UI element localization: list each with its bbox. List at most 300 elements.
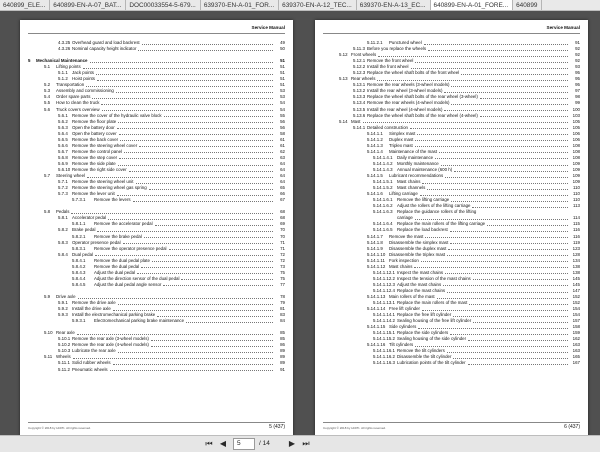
toc-entry-title: Remove the rear axle (3-wheel models) — [72, 336, 149, 342]
toc-dot-leader — [445, 270, 568, 275]
toc-entry-title: Install the rear wheel (3-wheel models) — [367, 88, 443, 94]
toc-entry-number: 5.9.3 — [58, 312, 68, 318]
toc-entry-title: Mast channels — [397, 185, 426, 191]
toc-entry-number: 5.6.10 — [58, 166, 71, 172]
toc-entry-number: 5.14.1.5 — [367, 173, 383, 179]
toc-entry-title: Remove the brake pedal — [94, 233, 142, 239]
toc-entry-number: 5.11.2 — [58, 366, 70, 372]
toc-entry-number: 5.14.1.13 — [367, 293, 386, 299]
toc-entry-title: Mast chains — [397, 179, 421, 185]
toc-entry-number: 5.14.1.1 — [367, 130, 383, 136]
toc-entry-title: Mast chains — [389, 263, 413, 269]
toc-entry-number: 5.14.1.4 — [367, 148, 383, 154]
document-tab[interactable]: 639370-EN-A-13_EC... — [357, 0, 431, 11]
document-page-right — [315, 20, 588, 435]
toc-dot-leader — [448, 246, 568, 251]
toc-dot-leader — [136, 179, 273, 184]
toc-dot-leader — [141, 264, 273, 269]
toc-entry-title: Remove the right side cover — [72, 166, 127, 172]
toc-entry-number: 5.1.2 — [58, 76, 68, 82]
toc-entry-number: 5.9 — [44, 293, 51, 299]
toc-dot-leader — [473, 276, 568, 281]
toc-entry-title: Replace the guidance rollers of the lifting — [397, 209, 477, 215]
toc-entry-number: 5.14.1.14.1 — [373, 312, 395, 318]
toc-entry-number: 5.6.4 — [58, 130, 68, 136]
document-tab[interactable]: 640899 — [513, 0, 542, 11]
toc-entry-page: 53 — [280, 88, 285, 94]
toc-entry-title: Adjust the dual pedal — [94, 269, 136, 275]
toc-entry[interactable] — [323, 360, 580, 366]
toc-entry-number: 5.14.1.6.1 — [373, 197, 393, 203]
footer-page-number: 6 (437) — [564, 424, 580, 430]
toc-entry-page: 69 — [280, 221, 285, 227]
toc-entry-page: 162 — [572, 336, 580, 342]
toc-entry-page: 49 — [280, 40, 285, 45]
toc-dot-leader — [378, 52, 568, 57]
toc-entry-number: 5.1 — [44, 64, 51, 70]
toc-dot-leader — [155, 221, 273, 226]
toc-entry-number: 5.14.1.4.3 — [373, 166, 393, 172]
toc-entry-number: 5.14.1.5.2 — [373, 185, 393, 191]
toc-dot-leader — [435, 155, 568, 160]
toc-dot-leader — [149, 185, 273, 190]
toc-entry-page: 106 — [572, 130, 580, 136]
toc-entry-title: Remove the lifting carriage — [397, 197, 450, 203]
toc-entry-number: 5.14.1.7 — [367, 233, 383, 239]
toc-entry-title: Replace the wheel shaft bolts of the front wheel — [367, 70, 460, 76]
toc-entry-title: Remove the front wheel — [367, 58, 414, 64]
toc-entry-title: Overhead guard and load backrest — [72, 40, 140, 45]
toc-entry-number: 5.11.2.1 — [367, 40, 383, 45]
toc-entry-page: 109 — [572, 173, 580, 179]
toc-dot-leader — [447, 348, 568, 353]
toc-entry-number: 5.14.1.4.1 — [373, 154, 393, 160]
next-page-icon[interactable]: ▶ — [288, 439, 296, 448]
toc-entry-title: Maintenance of the mast — [389, 148, 438, 154]
toc-entry-page: 84 — [280, 318, 285, 324]
toc-dot-leader — [116, 88, 273, 93]
document-tab[interactable]: 640899-EN-A-01_FORE... — [431, 0, 514, 11]
document-tab-bar — [0, 0, 600, 11]
document-tab[interactable]: 640899-EN-A-07_BAT... — [50, 0, 126, 11]
toc-entry-page: 79 — [280, 300, 285, 306]
toc-entry-page: 70 — [280, 227, 285, 233]
toc-entry-page: 113 — [573, 203, 580, 209]
toc-dot-leader — [422, 306, 568, 311]
toc-dot-leader — [83, 64, 273, 69]
toc-entry-title: Fork inspection — [389, 257, 419, 263]
toc-dot-leader — [415, 137, 568, 142]
toc-dot-leader — [420, 191, 568, 196]
toc-entry-title: Disassemble the triplex mast — [389, 251, 446, 257]
toc-entry-page: 92 — [575, 46, 580, 52]
toc-entry-title: Remove the side plate — [72, 160, 116, 166]
toc-entry-number: 4.3.25 — [58, 40, 71, 45]
toc-entry-title: Replace the free lift cylinder — [397, 312, 452, 318]
toc-entry-title: Install the drive axle — [72, 306, 111, 312]
toc-entry-number: 5.13.1 — [353, 82, 366, 88]
toc-entry-number: 5.5 — [44, 100, 51, 106]
toc-dot-leader — [480, 113, 568, 118]
toc-dot-leader — [445, 173, 568, 178]
toc-dot-leader — [113, 360, 273, 365]
toc-entry-title: Remove the lever unit — [72, 191, 115, 197]
toc-dot-leader — [447, 252, 568, 257]
toc-dot-leader — [468, 336, 568, 341]
toc-dot-leader — [450, 227, 568, 232]
toc-entry-title: Jack points — [72, 70, 94, 76]
toc-dot-leader — [414, 264, 568, 269]
toc-entry-page: 71 — [280, 245, 285, 251]
toc-entry-page: 100 — [572, 106, 580, 112]
toc-entry-number: 5.14.1 — [353, 124, 366, 130]
toc-entry-page: 67 — [280, 197, 285, 203]
toc-dot-leader — [427, 185, 568, 190]
toc-entry-title: Mechanical Maintenance — [36, 58, 88, 64]
toc-entry-number: 5.13.6 — [353, 112, 366, 118]
toc-entry-title: Tilt cylinders — [389, 342, 414, 348]
toc-entry-page: 138 — [572, 269, 580, 275]
toc-entry-page: 119 — [573, 239, 580, 245]
toc-entry-page: 105 — [572, 124, 580, 130]
toc-entry-page: 109 — [572, 179, 580, 185]
document-tab[interactable]: 640899_ELE... — [0, 0, 50, 11]
toc-entry-page: 73 — [280, 263, 285, 269]
toc-entry-title: Disassemble the tilt cylinder — [397, 354, 452, 360]
toc-entry-number: 5.10.1 — [58, 336, 71, 342]
toc-entry-title: Punctured wheel — [389, 40, 422, 45]
toc-entry-title: Install the electromechanical parking brake — [72, 312, 156, 318]
toc-dot-leader — [425, 234, 568, 239]
toc-entry-title: Disassemble the simplex mast — [389, 239, 449, 245]
toc-entry-title: Side cylinders — [389, 324, 417, 330]
toc-dot-leader — [424, 40, 568, 45]
toc-entry-title: Remove the floor plate — [72, 118, 117, 124]
page-number-input[interactable]: 5 — [233, 438, 255, 450]
toc-entry-page: 51 — [280, 64, 285, 70]
toc-entry-page: 116 — [573, 233, 580, 239]
toc-entry-number: 5.14.1.15 — [367, 324, 386, 330]
toc-entry-number: 5.8.2.1 — [72, 233, 86, 239]
toc-entry-page: 68 — [280, 209, 285, 215]
toc-entry-title: Remove the tilt cylinders — [397, 348, 445, 354]
toc-entry-number: 5.14.1.16 — [367, 342, 386, 348]
toc-entry-page: 103 — [572, 112, 580, 118]
toc-entry-title: Triplex mast — [389, 142, 413, 148]
toc-entry-title: Drive axle — [56, 293, 76, 299]
toc-dot-leader — [450, 240, 568, 245]
previous-page-icon[interactable]: ◀ — [219, 439, 227, 448]
toc-entry-number: 5.8.3 — [58, 239, 68, 245]
document-page-left — [20, 20, 293, 435]
toc-entry-number: 5.14.1.8 — [367, 239, 383, 245]
toc-entry-number: 5.10 — [44, 330, 53, 336]
toc-entry-number: 5.14.1.6 — [367, 191, 383, 197]
toc-entry-page: 158 — [572, 324, 580, 330]
toc-entry-page: 95 — [575, 76, 580, 82]
toc-entry-page: 66 — [280, 191, 285, 197]
toc-dot-leader — [118, 348, 273, 353]
toc-entry-page: 63 — [280, 154, 285, 160]
toc-dot-leader — [487, 221, 568, 226]
toc-entry-title: Brake pedal — [72, 227, 96, 233]
toc-entry-number: 5.8.1.1 — [72, 221, 86, 227]
toc-entry-title: Mast — [351, 118, 361, 124]
toc-dot-leader — [118, 300, 273, 305]
toc-entry-number: 5.9.2 — [58, 306, 68, 312]
toc-entry-page: 109 — [572, 166, 580, 172]
document-tab[interactable]: 639370-EN-A-01_FOR... — [201, 0, 279, 11]
toc-entry-title: Remove the mast — [389, 233, 424, 239]
toc-entry-page: 72 — [280, 257, 285, 263]
toc-entry-page: 92 — [575, 52, 580, 58]
toc-dot-leader — [133, 197, 273, 202]
toc-entry-page: 167 — [572, 360, 580, 366]
toc-entry-page: 108 — [572, 154, 580, 160]
toc-entry-number: 5.14.1.12.1 — [373, 269, 395, 275]
toc-entry-title: Lubricant recommendations — [389, 173, 444, 179]
toc-dot-leader — [363, 119, 568, 124]
toc-dot-leader — [163, 282, 273, 287]
toc-entry-number: 5.12.3 — [353, 70, 366, 76]
toc-entry-number: 5.8.1 — [58, 215, 68, 221]
toc-entry-number: 5.2 — [44, 82, 51, 88]
toc-entry-title: Inspect the tension of the mast chains — [397, 275, 471, 281]
toc-dot-leader — [123, 240, 273, 245]
toc-entry-page: 89 — [280, 354, 285, 360]
toc-entry-title: Replace the main rollers of the lifting carriage — [397, 221, 486, 227]
toc-entry-number: 5.6.6 — [58, 142, 68, 148]
toc-entry-number: 5.14.1.15.1 — [373, 330, 395, 336]
toc-dot-leader — [101, 100, 273, 105]
toc-entry-page: 128 — [572, 251, 580, 257]
toc-entry-title: Steering wheel — [56, 173, 86, 179]
toc-dot-leader — [451, 82, 568, 87]
toc-dot-leader — [181, 276, 273, 281]
toc-entry-number: 5.14.1.2 — [367, 136, 383, 142]
toc-entry-page: 50 — [280, 46, 285, 52]
toc-entry-number: 4.3.26 — [58, 46, 71, 52]
toc-entry-number: 5.14.1.14.2 — [373, 318, 395, 324]
toc-entry-title: Install the front wheel — [367, 64, 409, 70]
toc-dot-leader — [113, 306, 273, 311]
document-tab[interactable]: DOC00033554-5-679... — [126, 0, 200, 11]
navigation-toolbar — [0, 435, 600, 452]
toc-entry-title: Adjust the dual pedal angle sensor — [94, 281, 162, 287]
toc-dot-leader — [102, 107, 273, 112]
toc-entry-title: Accelerator pedal — [72, 215, 107, 221]
toc-dot-leader — [422, 179, 568, 184]
toc-entry-page: 123 — [572, 245, 580, 251]
toc-entry-page: 75 — [280, 275, 285, 281]
toc-entry-number: 5.13.4 — [353, 100, 366, 106]
toc-entry-page: 81 — [280, 306, 285, 312]
toc-dot-leader — [110, 367, 273, 372]
toc-dot-leader — [441, 161, 568, 166]
first-page-icon[interactable]: ⏮ — [205, 439, 213, 448]
document-tab[interactable]: 639370-EN-A-12_TEC... — [279, 0, 357, 11]
toc-entry-number: 5.14.1.14 — [367, 306, 386, 312]
toc-entry-page: 64 — [280, 179, 285, 185]
toc-dot-leader — [461, 70, 568, 75]
toc-entry-page: 114 — [573, 215, 580, 221]
page-header — [28, 24, 285, 34]
toc-entry-title: Before you replace the wheels — [367, 46, 427, 52]
toc-entry-number: 5.14.1.16.2 — [373, 354, 395, 360]
toc-entry-title: Free lift cylinder — [389, 306, 420, 312]
toc-entry-page: 138 — [572, 263, 580, 269]
toc-entry-title: Electromechanical parking brake maintenance — [94, 318, 185, 324]
toc-dot-leader — [415, 342, 568, 347]
toc-entry-number: 5.14.1.9 — [367, 245, 383, 251]
toc-entry-page: 89 — [280, 360, 285, 366]
toc-entry-page: 85 — [280, 330, 285, 336]
toc-entry-page: 105 — [572, 118, 580, 124]
toc-entry-title: Remove the steering wheel cover — [72, 142, 138, 148]
toc-entry-page: 93 — [575, 64, 580, 70]
toc-entry-title: Assembly and commissioning — [56, 88, 114, 94]
page-header-title: Service Manual — [251, 25, 285, 30]
toc-entry-page: 55 — [280, 112, 285, 118]
toc-entry-title: Inspect the mast chains — [397, 269, 444, 275]
toc-entry-page: 91 — [575, 40, 580, 45]
toc-entry-title: Adjust the direction sensor of the dual pedal — [94, 275, 180, 281]
toc-dot-leader — [151, 336, 273, 341]
toc-dot-leader — [453, 354, 568, 359]
page-header — [323, 24, 580, 34]
toc-entry-title: Adjust the rollers of the lifting carriage — [397, 203, 471, 209]
toc-entry-page: 71 — [280, 239, 285, 245]
toc-entry-title: Duplex mast — [389, 136, 414, 142]
toc-dot-leader — [447, 288, 568, 293]
toc-entry-title: Remove the steering wheel unit — [72, 179, 134, 185]
toc-dot-leader — [480, 94, 568, 99]
toc-entry-number: 5.12.1 — [353, 58, 366, 64]
last-page-icon[interactable]: ⏭ — [302, 439, 310, 448]
toc-entry-title: Detailed construction — [367, 124, 409, 130]
toc-dot-leader — [437, 294, 568, 299]
toc-dot-leader — [152, 258, 273, 263]
toc-entry-number: 5.14.1.12.2 — [373, 275, 395, 281]
toc-entry-page: 110 — [573, 191, 580, 197]
toc-entry-page: 56 — [280, 118, 285, 124]
toc-entry-number: 5.14.1.6.5 — [373, 227, 393, 233]
toc-dot-leader — [468, 360, 568, 365]
toc-dot-leader — [439, 149, 568, 154]
toc-dot-leader — [95, 252, 273, 257]
toc-entry-number: 5.14 — [339, 118, 348, 124]
toc-dot-leader — [411, 64, 568, 69]
toc-entry-number: 5.6.7 — [58, 148, 68, 154]
toc-entry-page: 54 — [280, 106, 285, 112]
toc-entry-title: Remove the cover of the hydraulic valve block — [72, 112, 162, 118]
toc-dot-leader — [78, 294, 273, 299]
toc-entry-page: 109 — [572, 160, 580, 166]
toc-entry-page: 72 — [280, 251, 285, 257]
toc-entry-number: 5.11.1 — [58, 360, 70, 366]
toc-entry-page: 64 — [280, 160, 285, 166]
toc-entry-page: 163 — [572, 348, 580, 354]
toc-entry-title: How to clean the truck — [56, 100, 100, 106]
toc-dot-leader — [453, 312, 568, 317]
toc-entry-page: 51 — [280, 82, 285, 88]
toc-entry-title: Remove the levers — [94, 197, 131, 203]
toc-entry-title: Lubricate the rear axle — [72, 348, 116, 354]
toc-entry-page: 95 — [575, 70, 580, 76]
toc-entry-number: 5.6.8 — [58, 154, 68, 160]
toc-dot-leader — [137, 270, 273, 275]
toc-entry-page: 108 — [572, 142, 580, 148]
toc-dot-leader — [129, 167, 273, 172]
toc-entry-page: 89 — [280, 348, 285, 354]
toc-entry-page: 64 — [280, 173, 285, 179]
toc-entry-title: Remove the accelerator pedal — [94, 221, 153, 227]
toc-dot-leader — [117, 125, 273, 130]
toc-entry-number: 5.14.1.13.1 — [373, 300, 395, 306]
toc-entry-title: Rear wheels — [351, 76, 376, 82]
toc-entry-title: Remove the rear wheels (3-wheel models) — [367, 82, 450, 88]
toc-entry-page: 108 — [572, 148, 580, 154]
toc-entry-page: 98 — [575, 94, 580, 100]
toc-entry-page: 152 — [572, 300, 580, 306]
toc-entry-page: 77 — [280, 281, 285, 287]
toc-dot-leader — [86, 82, 273, 87]
toc-dot-leader — [421, 258, 568, 263]
toc-entry-page: 97 — [575, 88, 580, 94]
toc-entry[interactable] — [28, 367, 285, 373]
table-of-contents — [323, 40, 580, 367]
toc-entry-title: Dual pedal — [72, 251, 93, 257]
toc-entry-title: Install the rear wheel (4-wheel models) — [367, 106, 443, 112]
toc-dot-leader — [410, 125, 568, 130]
toc-entry-title: Replace the load backrest — [397, 227, 448, 233]
toc-entry-page: 62 — [280, 148, 285, 154]
toc-entry-page: 152 — [572, 293, 580, 299]
toc-entry-number: 5.9.3.1 — [72, 318, 86, 324]
toc-entry-number: 5.14.1.6.3 — [373, 209, 393, 215]
toc-entry-title: Pedals — [56, 209, 70, 215]
toc-entry-number: 5.8.3.1 — [72, 245, 86, 251]
toc-entry-page: 165 — [572, 354, 580, 360]
toc-entry-number: 5.14.1.6.4 — [373, 221, 393, 227]
toc-entry-number: 5.8.4.2 — [72, 263, 86, 269]
toc-entry-page: 58 — [280, 130, 285, 136]
toc-entry-page: 61 — [280, 142, 285, 148]
toc-entry-title: Wheels — [56, 354, 71, 360]
toc-dot-leader — [77, 330, 273, 335]
document-viewport[interactable] — [0, 11, 600, 435]
toc-entry-page: 51 — [280, 70, 285, 76]
toc-entry-title: Solid rubber wheels — [72, 360, 111, 366]
toc-dot-leader — [120, 137, 273, 142]
toc-entry-title: Remove the drive axle — [72, 300, 116, 306]
toc-entry-title: Open the battery door — [72, 124, 115, 130]
toc-dot-leader — [71, 209, 273, 214]
toc-dot-leader — [96, 70, 273, 75]
toc-entry-number: 5.8.4 — [58, 251, 68, 257]
toc-entry-title: Replace the mast chains — [397, 287, 446, 293]
footer-copyright: Copyright © 2018 by HCPK. All rights reserved. — [323, 426, 386, 430]
toc-entry-page: 159 — [572, 330, 580, 336]
toc-dot-leader — [169, 246, 273, 251]
toc-entry-page: 86 — [280, 342, 285, 348]
toc-entry-title: Disassemble the duplex mast — [389, 245, 447, 251]
toc-entry-number: 5.3 — [44, 88, 51, 94]
toc-entry-title: Simplex mast — [389, 130, 416, 136]
toc-entry-number: 5.11 — [44, 354, 53, 360]
toc-dot-leader — [443, 282, 568, 287]
toc-entry-page: 61 — [280, 136, 285, 142]
